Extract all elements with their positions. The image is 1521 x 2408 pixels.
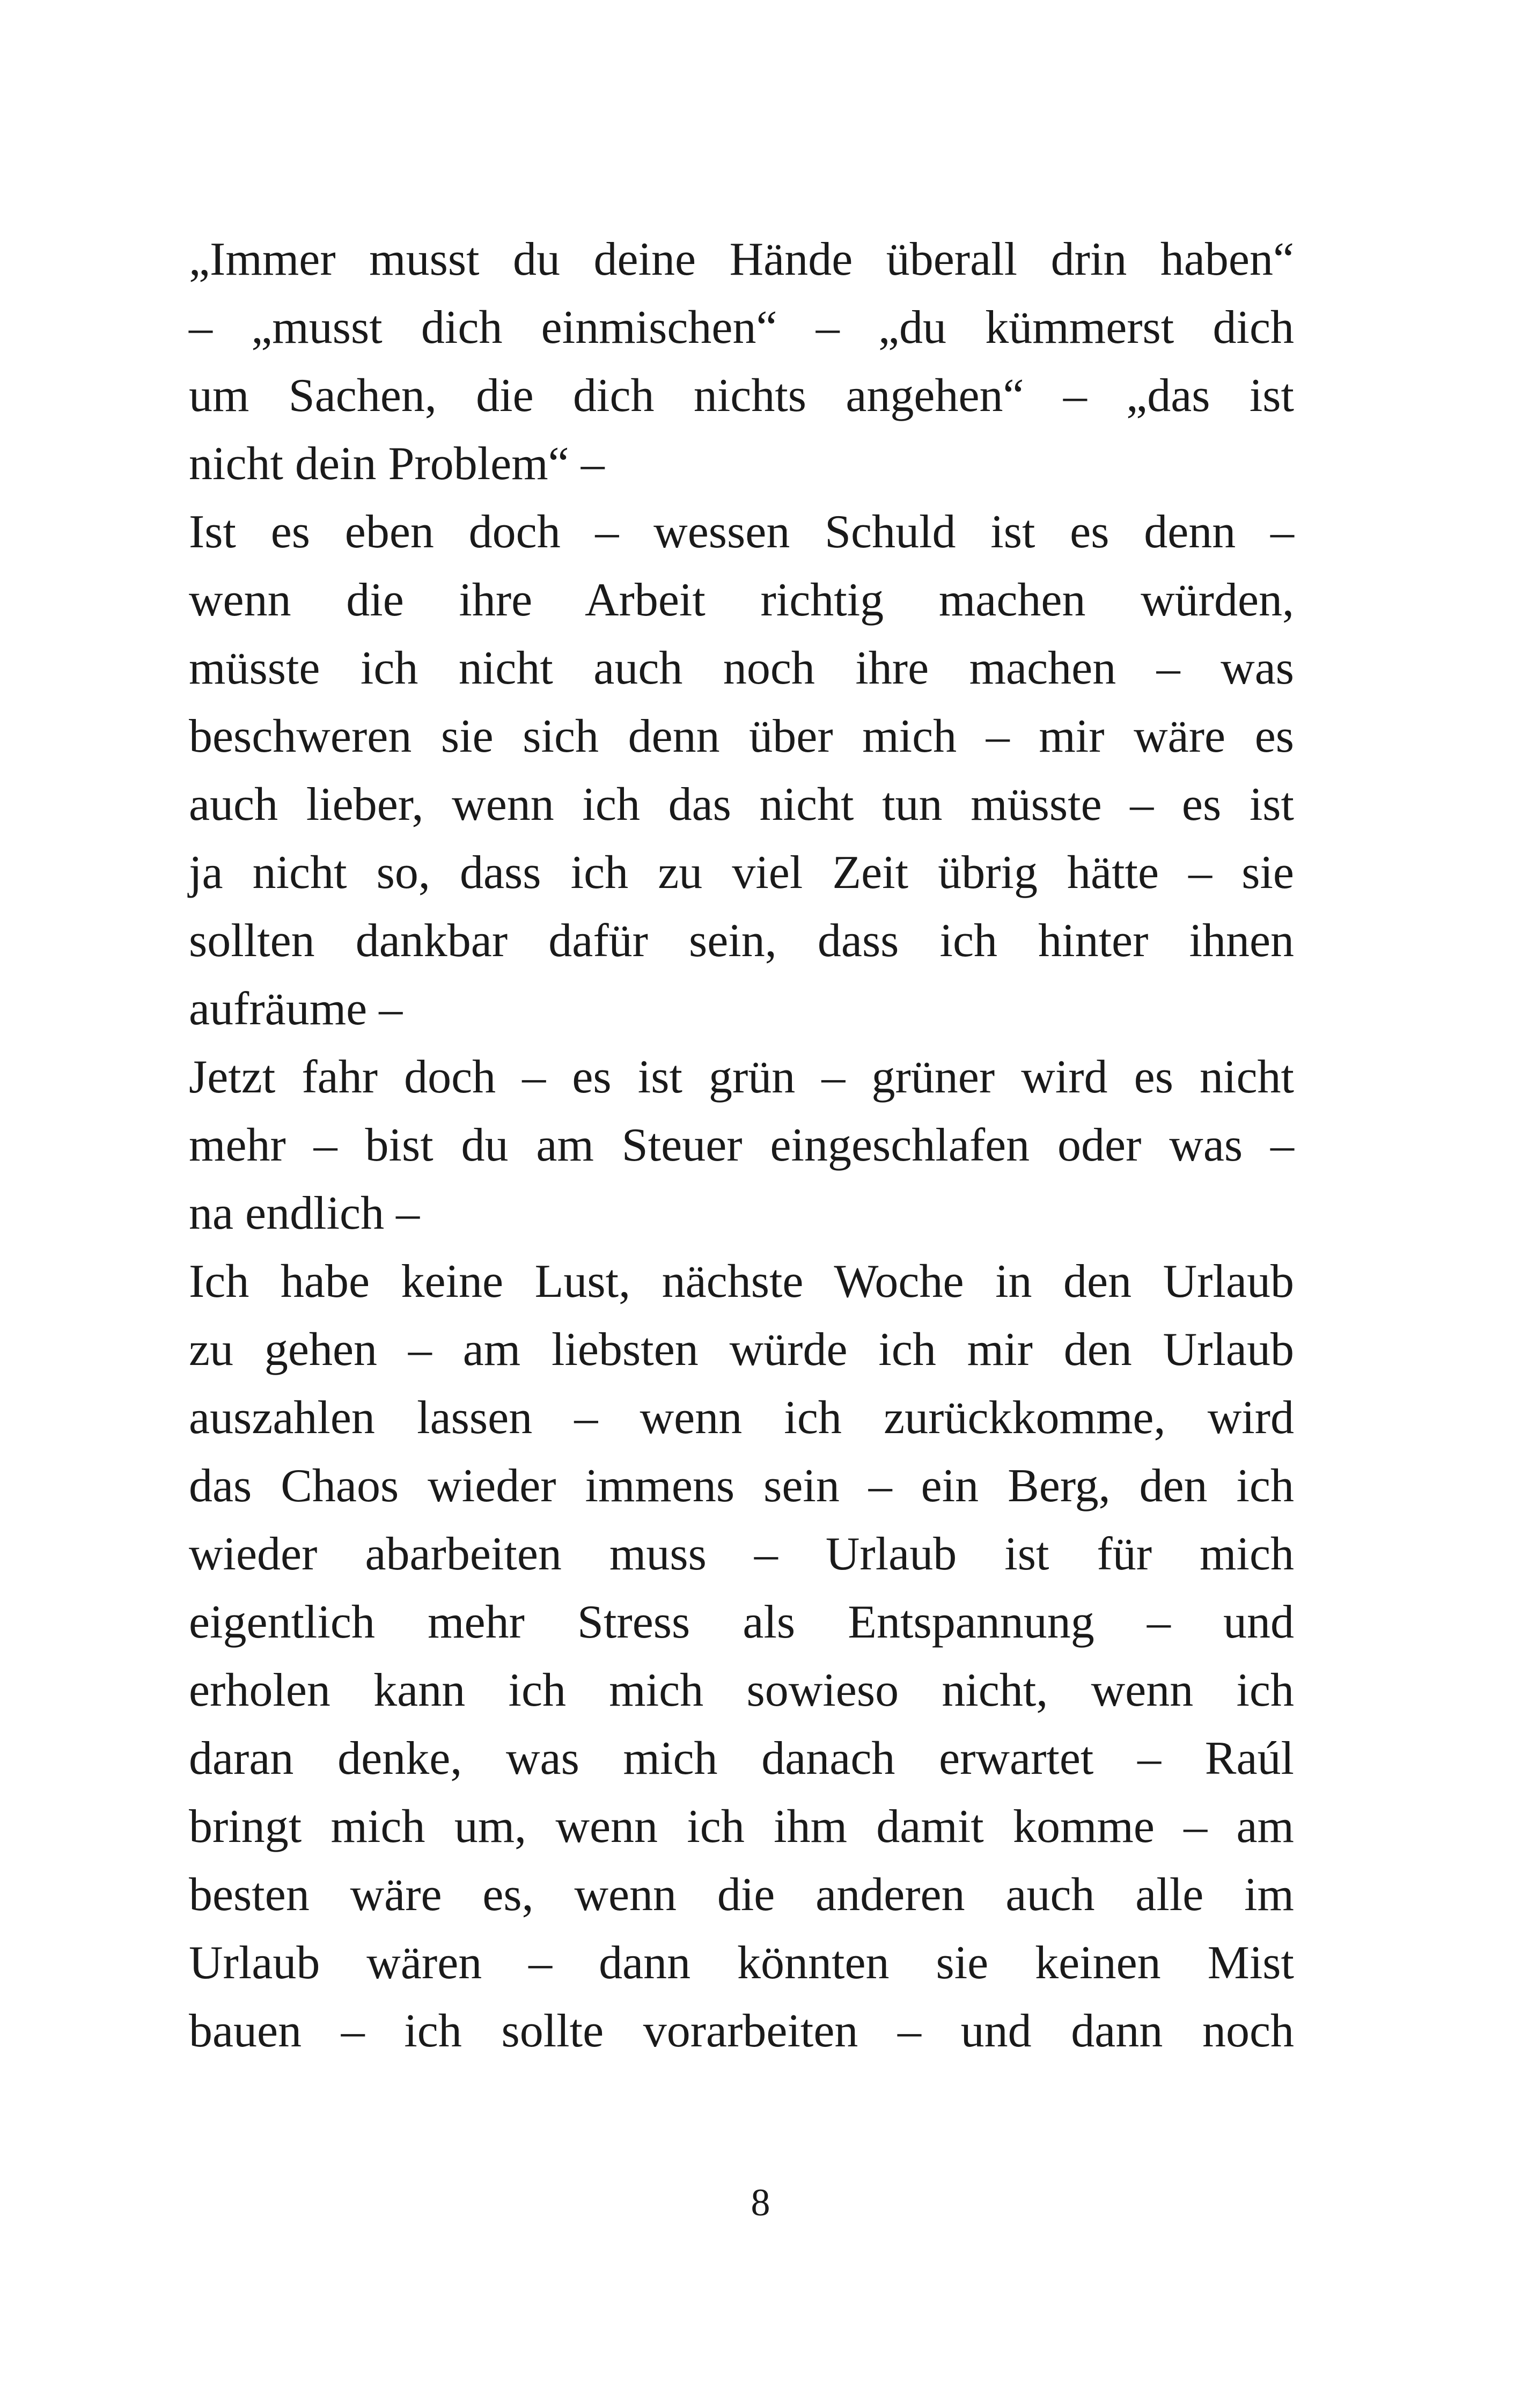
text-line-25: besten wäre es, wenn die anderen auch alle im bbox=[189, 1869, 1294, 1921]
text-line-1: „Immer musst du deine Hände überall drin haben“ bbox=[189, 233, 1294, 285]
text-line-27: bauen – ich sollte vorarbeiten – und dann noch bbox=[189, 2005, 1294, 2057]
text-line-10: ja nicht so, dass ich zu viel Zeit übrig hätte – sie bbox=[189, 847, 1294, 899]
text-line-11: sollten dankbar dafür sein, dass ich hinter ihnen bbox=[189, 915, 1294, 967]
text-line-15: na endlich – bbox=[189, 1187, 420, 1239]
text-line-4: nicht dein Problem“ – bbox=[189, 438, 605, 490]
text-line-13: Jetzt fahr doch – es ist grün – grüner wird es nicht bbox=[189, 1051, 1294, 1103]
text-line-2: – „musst dich einmischen“ – „du kümmerst dich bbox=[189, 302, 1294, 354]
text-line-8: beschweren sie sich denn über mich – mir wäre es bbox=[189, 710, 1294, 762]
body-text bbox=[189, 225, 1294, 2065]
text-line-5: Ist es eben doch – wessen Schuld ist es denn – bbox=[189, 506, 1294, 558]
text-line-22: erholen kann ich mich sowieso nicht, wenn ich bbox=[189, 1664, 1294, 1716]
text-line-26: Urlaub wären – dann könnten sie keinen Mist bbox=[189, 1937, 1294, 1989]
text-line-18: auszahlen lassen – wenn ich zurückkomme, wird bbox=[189, 1392, 1294, 1444]
text-line-6: wenn die ihre Arbeit richtig machen würden, bbox=[189, 574, 1294, 626]
text-line-12: aufräume – bbox=[189, 983, 403, 1035]
text-line-23: daran denke, was mich danach erwartet – Raúl bbox=[189, 1732, 1294, 1785]
text-line-9: auch lieber, wenn ich das nicht tun müsste – es ist bbox=[189, 779, 1294, 831]
text-line-19: das Chaos wieder immens sein – ein Berg, den ich bbox=[189, 1460, 1294, 1512]
text-line-24: bringt mich um, wenn ich ihm damit komme – am bbox=[189, 1801, 1294, 1853]
text-line-16: Ich habe keine Lust, nächste Woche in den Urlaub bbox=[189, 1256, 1294, 1308]
text-line-21: eigentlich mehr Stress als Entspannung – und bbox=[189, 1596, 1294, 1648]
text-line-14: mehr – bist du am Steuer eingeschlafen oder was – bbox=[189, 1119, 1294, 1171]
text-line-3: um Sachen, die dich nichts angehen“ – „das ist bbox=[189, 370, 1294, 422]
page-number: 8 bbox=[751, 2181, 770, 2224]
text-line-17: zu gehen – am liebsten würde ich mir den Urlaub bbox=[189, 1324, 1294, 1376]
text-line-7: müsste ich nicht auch noch ihre machen – was bbox=[189, 642, 1294, 694]
text-line-20: wieder abarbeiten muss – Urlaub ist für mich bbox=[189, 1528, 1294, 1580]
